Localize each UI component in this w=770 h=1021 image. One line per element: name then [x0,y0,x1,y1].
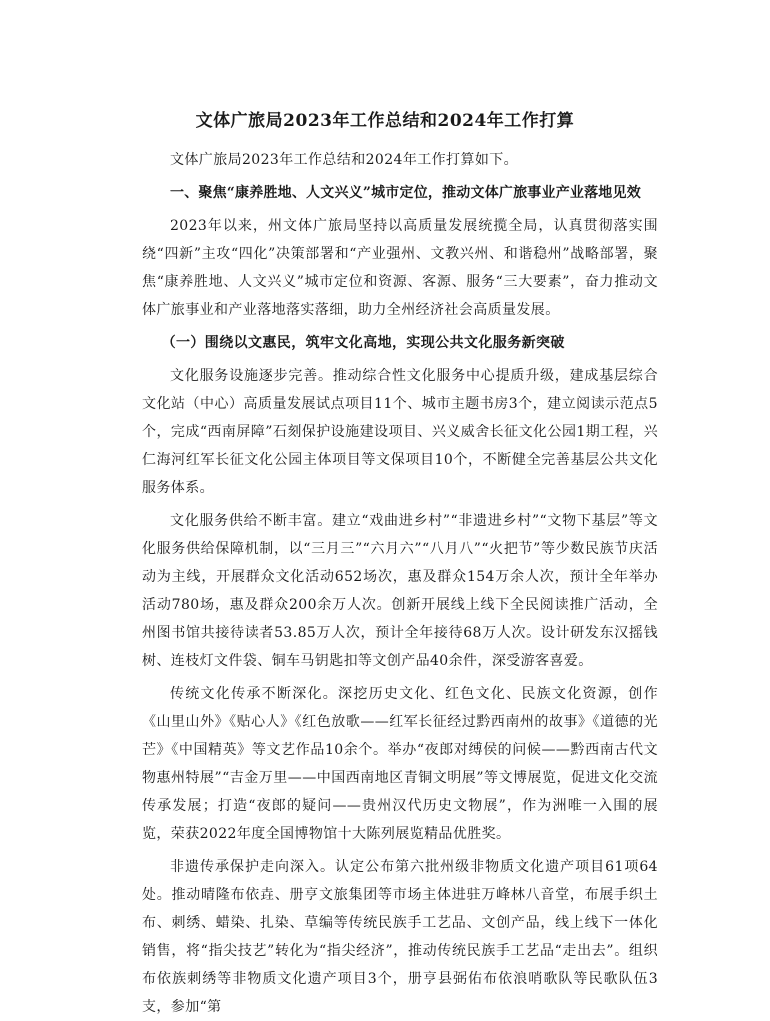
subsection-heading-1: （一）围绕以文惠民，筑牢文化高地，实现公共文化服务新突破 [161,335,565,351]
paragraph-heritage: 非遗传承保护走向深入。认定公布第六批州级非物质文化遗产项目61项64处。推动晴隆布依垚、册亨文旅集团等市场主体进驻万峰林八音堂，布展手织土布、刺绣、蜡染、扎染、草编等传统民族手工艺品、文创产品，线上线下一体化销售，将“指尖技艺”转化为“指尖经济”，推动传统民族手工艺品“走出去”。组织布依族刺绣等非物质文化遗产项目3个，册亨县弼佑布依浪哨歌队等民歌队伍3支，参加“第 [142,859,658,1015]
paragraph-facilities: 文化服务设施逐步完善。推动综合性文化服务中心提质升级，建成基层综合文化站（中心）高质量发展试点项目11个、城市主题书房3个，建立阅读示范点5个，完成“西南屏障”石刻保护设施建设项目、兴义威舍长征文化公园1期工程，兴仁海河红军长征文化公园主体项目等文保项目10个，不断健全完善基层公共文化服务体系。 [142,368,658,496]
section-heading-1: 一、聚焦“康养胜地、人文兴义”城市定位，推动文体广旅事业产业落地见效 [170,185,641,201]
paragraph-overview: 2023年以来，州文体广旅局坚持以高质量发展统揽全局，认真贯彻落实围绕“四新”主攻“四化”决策部署和“产业强州、文教兴州、和谐稳州”战略部署，聚焦“康养胜地、人文兴义”城市定位和资源、客源、服务“三大要素”，奋力推动文体广旅事业和产业落地落实落细，助力全州经济社会高质量发展。 [142,218,658,318]
document-title: 文体广旅局2023年工作总结和2024年工作打算 [195,111,575,131]
intro-paragraph: 文体广旅局2023年工作总结和2024年工作打算如下。 [170,152,519,168]
paragraph-tradition: 传统文化传承不断深化。深挖历史文化、红色文化、民族文化资源，创作《山里山外》《贴心人》《红色放歌——红军长征经过黔西南州的故事》《道德的光芒》《中国精英》等文艺作品10余个。举办“夜郎对缚侯的问候——黔西南古代文物惠州特展”“吉金万里——中国西南地区青铜文明展”等文博展览，促进文化交流传承发展；打造“夜郎的疑问——贵州汉代历史文物展”，作为洲唯一入围的展览，荣获2022年度全国博物馆十大陈列展览精品优胜奖。 [142,686,658,842]
paragraph-supply: 文化服务供给不断丰富。建立“戏曲进乡村”“非遗进乡村”“文物下基层”等文化服务供给保障机制，以“三月三”“六月六”“八月八”“火把节”等少数民族节庆活动为主线，开展群众文化活动652场次，惠及群众154万余人次，预计全年举办活动780场，惠及群众200余万人次。创新开展线上线下全民阅读推广活动，全州图书馆共接待读者53.85万人次，预计全年接待68万人次。设计研发东汉摇钱树、连枝灯文件袋、铜车马钥匙扣等文创产品40余件，深受游客喜爱。 [142,513,658,669]
document-body [142,146,658,1021]
